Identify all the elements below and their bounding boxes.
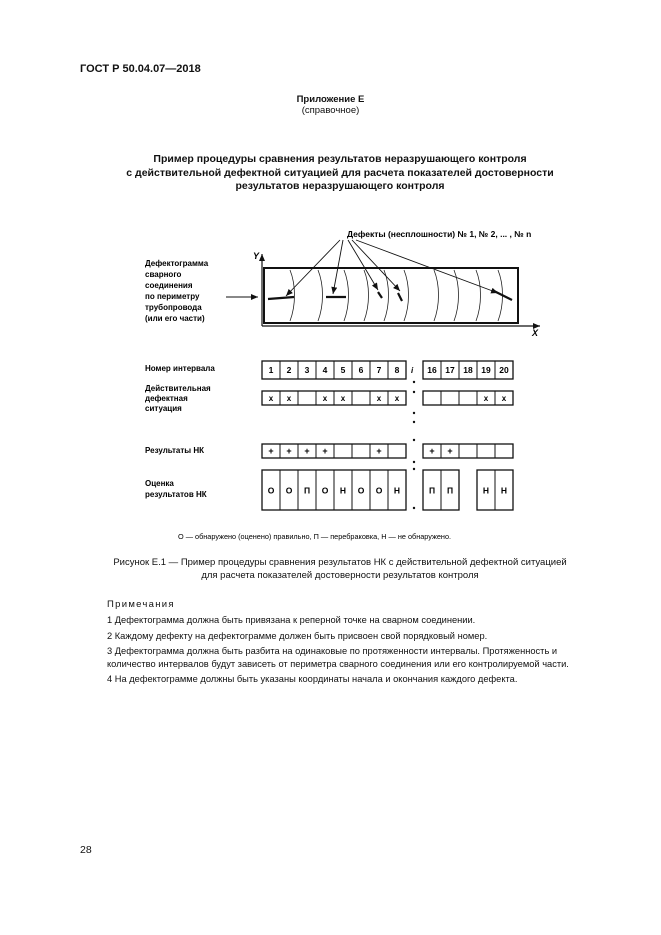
actual-cell-left-8: x [394, 394, 400, 404]
assessment-cell-left-7: О [375, 485, 383, 496]
assessment-cell-left-4: О [321, 485, 329, 496]
result-cell-left-3: + [304, 446, 310, 457]
result-cell-right-2: + [447, 446, 453, 457]
svg-text:по периметру: по периметру [145, 292, 200, 301]
svg-text:сварного: сварного [145, 270, 182, 279]
assessment-cell-right-4: Н [482, 485, 490, 496]
actual-cell-left-1: x [268, 394, 274, 404]
interval-cell-right-2: 17 [445, 365, 455, 376]
interval-grid [262, 361, 513, 510]
actual-cell-strip-right [423, 391, 513, 405]
notes-title: Примечания [107, 599, 175, 610]
interval-row-label: Номер интервала [145, 364, 215, 373]
assessment-cell-right-1: П [428, 485, 436, 496]
caption-line-1: Рисунок Е.1 — Пример процедуры сравнения результатов НК с действительной дефектной ситуацией [113, 557, 567, 568]
svg-text:Оценка: Оценка [145, 479, 174, 488]
interval-cell-left-2: 2 [286, 365, 292, 376]
appendix-title: Приложение Е [296, 94, 365, 105]
actual-cell-left-2: x [286, 394, 292, 404]
result-cell-right-1: + [429, 446, 435, 457]
y-axis-label: Y [253, 251, 260, 261]
heading-line-1: Пример процедуры сравнения результатов неразрушающего контроля [153, 153, 527, 165]
assessment-cell-left-2: О [285, 485, 293, 496]
appendix-subtitle: (справочное) [301, 105, 360, 116]
svg-text:Дефектограмма: Дефектограмма [145, 259, 209, 268]
note-3: 3 Дефектограмма должна быть разбита на одинаковые по протяженности интервалы. Протяженность и количество интервалов будут зависеть от периметра сварного соединения или его контролируемой части. [107, 646, 569, 669]
actual-cell-right-4: x [483, 394, 489, 404]
interval-cell-left-3: 3 [304, 365, 310, 376]
interval-curves [290, 270, 503, 321]
actual-cell-left-5: x [340, 394, 346, 404]
assessment-cell-left-5: Н [339, 485, 347, 496]
heading-line-2: с действительной дефектной ситуацией для расчета показателей достоверности [126, 166, 554, 179]
assessment-cell-right-5: Н [500, 485, 508, 496]
actual-cell-left-7: x [376, 394, 382, 404]
result-cell-left-1: + [268, 446, 274, 457]
result-cell-strip-right [423, 444, 513, 458]
interval-cell-right-3: 18 [463, 365, 473, 376]
gap-marker: i [411, 366, 414, 375]
note-4: 4 На дефектограмме должны быть указаны координаты начала и окончания каждого дефекта. [107, 674, 518, 684]
note-1: 1 Дефектограмма должна быть привязана к реперной точке на сварном соединении. [107, 615, 476, 625]
page-number: 28 [80, 844, 92, 856]
svg-text:(или его части): (или его части) [145, 314, 205, 323]
interval-cell-left-4: 4 [322, 365, 328, 376]
assessment-cell-left-3: П [303, 485, 311, 496]
figure-legend: О — обнаружено (оценено) правильно, П — перебраковка, Н — не обнаружено. [178, 532, 452, 541]
result-cell-left-4: + [322, 446, 328, 457]
note-2: 2 Каждому дефекту на дефектограмме должен быть присвоен свой порядковый номер. [107, 631, 488, 641]
result-cell-left-2: + [286, 446, 292, 457]
interval-cell-left-1: 1 [268, 365, 274, 376]
interval-cell-left-5: 5 [340, 365, 346, 376]
svg-text:дефектная: дефектная [145, 394, 188, 403]
result-cell-left-7: + [376, 446, 382, 457]
figure-caption [90, 557, 590, 582]
svg-text:ситуация: ситуация [145, 404, 182, 413]
assessment-cell-right-2: П [446, 485, 454, 496]
interval-cell-right-4: 19 [481, 365, 491, 376]
interval-cell-left-6: 6 [358, 365, 364, 376]
defectogram-label [145, 259, 209, 323]
caption-line-2: для расчета показателей достоверности результатов контроля [201, 569, 479, 581]
svg-text:трубопровода: трубопровода [145, 303, 202, 312]
gap-separator [413, 381, 415, 509]
actual-cell-right-5: x [501, 394, 507, 404]
results-row-label: Результаты НК [145, 446, 205, 455]
svg-text:Действительная: Действительная [145, 384, 211, 393]
interval-cell-left-8: 8 [394, 365, 400, 376]
actual-cell-left-4: x [322, 394, 328, 404]
svg-text:соединения: соединения [145, 281, 193, 290]
svg-text:результатов НК: результатов НК [145, 490, 207, 499]
interval-cell-right-1: 16 [427, 365, 437, 376]
assessment-row-label [145, 479, 207, 499]
defects-label: Дефекты (несплошности) № 1, № 2, ... , № n [347, 229, 532, 239]
defectogram-frame [264, 268, 518, 323]
interval-cell-left-7: 7 [376, 365, 382, 376]
assessment-cell-left-6: О [357, 485, 365, 496]
document-code: ГОСТ Р 50.04.07—2018 [80, 63, 201, 75]
defect-marks [268, 291, 512, 301]
assessment-cell-left-8: Н [393, 485, 401, 496]
assessment-cell-left-1: О [267, 485, 275, 496]
interval-cell-right-5: 20 [499, 365, 509, 376]
x-axis-label: X [532, 328, 539, 338]
heading-line-3: результатов неразрушающего контроля [235, 180, 445, 192]
actual-row-label [145, 384, 211, 413]
